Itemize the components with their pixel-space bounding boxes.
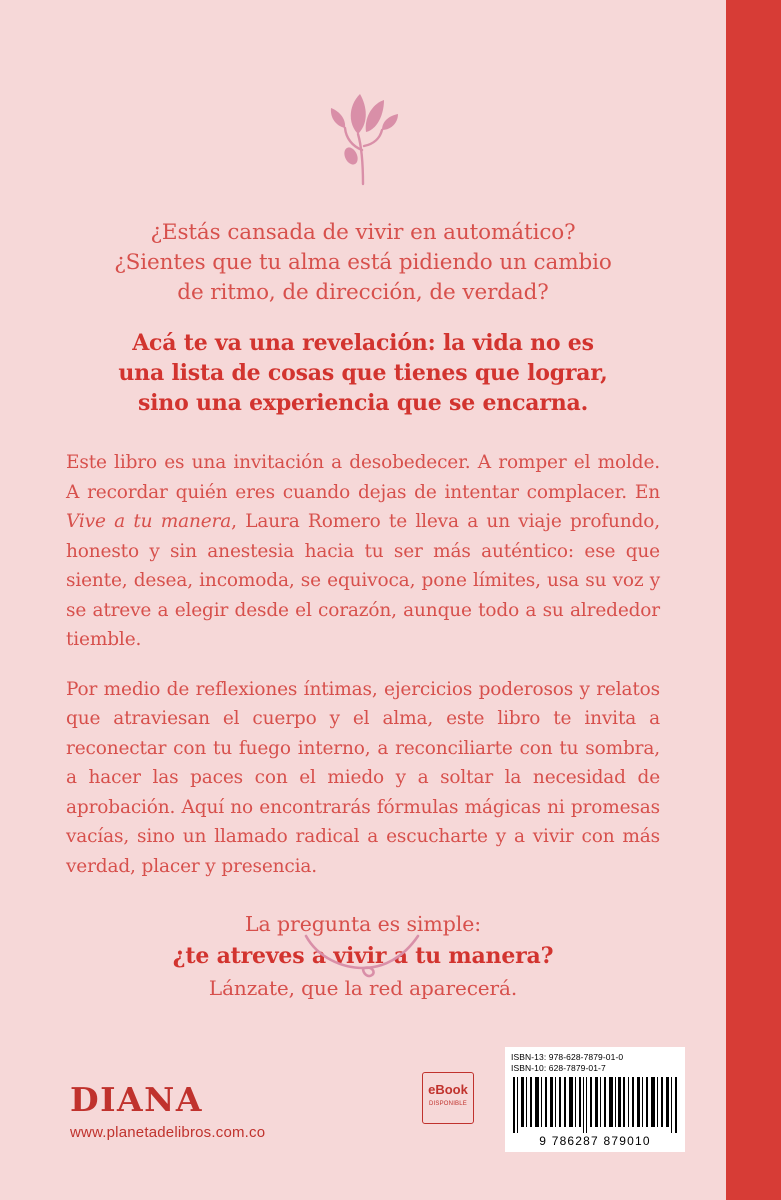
hook-line-2: ¿Sientes que tu alma está pidiendo un cambio <box>114 250 612 275</box>
back-cover-text <box>66 218 660 1004</box>
hook-text <box>66 218 660 308</box>
revelation-line-2: una lista de cosas que tienes que lograr, <box>118 360 608 386</box>
revelation-line-3: sino una experiencia que se encarna. <box>137 390 589 416</box>
book-spine-strip <box>726 0 781 1200</box>
revelation-line-1: Acá te va una revelación: la vida no es <box>132 330 594 356</box>
blurb-paragraph-1-part-b: , Laura Romero te lleva a un viaje profundo, honesto y sin anestesia hacia tu ser más auténtico: ese que siente, desea, incomoda, se equivoca, pone límites, usa su voz y se atreve a elegir desde el corazón, aunque todo a su alrededor tiemble. <box>66 511 660 650</box>
blurb-paragraph-1 <box>66 448 660 655</box>
hook-line-1: ¿Estás cansada de vivir en automático? <box>150 220 576 245</box>
ebook-badge-subtitle: DISPONIBLE <box>428 1101 467 1107</box>
publisher-logo: DIANA <box>70 1080 203 1119</box>
publisher-block <box>70 1082 390 1141</box>
blurb-paragraph-1-part-a: Este libro es una invitación a desobedecer. A romper el molde. A recordar quién eres cuando dejas de intentar complacer. En <box>66 452 660 503</box>
curved-flourish-ornament <box>0 928 726 985</box>
isbn-10: ISBN-10: 628-7879-01-7 <box>511 1063 606 1073</box>
closing-line-1: La pregunta es simple: <box>244 912 482 936</box>
book-title-italic: Vive a tu manera <box>66 511 232 532</box>
publisher-url[interactable]: www.planetadelibros.com.co <box>70 1124 266 1141</box>
barcode-image <box>511 1077 679 1133</box>
blurb-paragraph-2: Por medio de reflexiones íntimas, ejercicios poderosos y relatos que atraviesan el cuerpo y el alma, este libro te invita a reconectar con tu fuego interno, a reconciliarte con tu sombra, a hacer las paces con el miedo y a soltar la necesidad de aprobación. Aquí no encontrarás fórmulas mágicas ni promesas vacías, sino un llamado radical a escucharte y a vivir con más verdad, placer y presencia. <box>66 678 660 877</box>
hook-line-3: de ritmo, de dirección, de verdad? <box>177 280 549 305</box>
floral-sprig-ornament <box>0 88 726 193</box>
closing-line-3: Lánzate, que la red aparecerá. <box>208 976 518 1000</box>
ebook-available-badge <box>422 1072 474 1124</box>
closing-line-2: ¿te atreves a vivir a tu manera? <box>172 943 554 969</box>
isbn-barcode-block <box>505 1047 685 1152</box>
revelation-text <box>66 328 660 418</box>
ebook-badge-title: eBook <box>428 1082 468 1097</box>
isbn-13: ISBN-13: 978-628-7879-01-0 <box>511 1052 624 1062</box>
barcode-number: 9 786287 879010 <box>539 1134 651 1148</box>
